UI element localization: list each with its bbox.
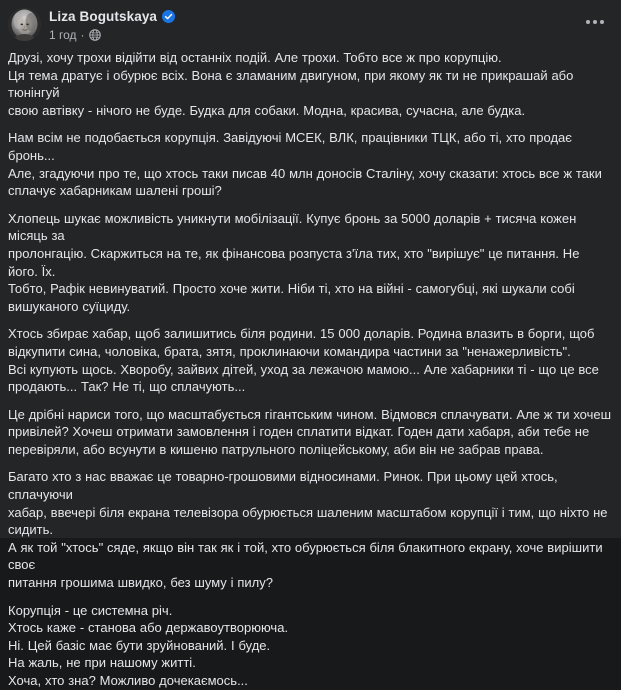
post-text-line: На жаль, не при нашому житті.	[8, 655, 196, 671]
post-body-text	[0, 45, 621, 690]
author-name-row	[49, 8, 175, 25]
post-text-line: хабар, ввечері біля екрана телевізора обурюється шаленим масштабом корупції і тим, що ніхто не	[8, 504, 608, 520]
post-more-options-button[interactable]	[581, 14, 609, 30]
post-paragraph	[8, 210, 613, 316]
post-text-line: питання грошима швидко, без шуму і пилу?	[8, 575, 274, 591]
post-paragraph	[8, 468, 613, 591]
post-text-line: Багато хто з нас вважає це товарно-грошовими відносинами. Ринок. При цьому цей хтось, сплачуючи	[8, 469, 558, 503]
post-text-line: Ця тема дратує і обурює всіх. Вона є зламаним двигуном, при якому як ти не прикрашай або тюнінгуй	[8, 67, 574, 101]
globe-icon[interactable]	[89, 29, 101, 41]
post-text-line: відкупити сина, чоловіка, брата, зятя, проклинаючи командира частини за "ненажерливість".	[8, 343, 571, 359]
post-author-block	[49, 7, 175, 42]
post-text-line: сидить.	[8, 522, 54, 538]
post-text-line: Хтось збирає хабар, щоб залишитись біля родини. 15 000 доларів. Родина влазить в борги, щоб	[8, 326, 595, 342]
post-text-line: Але, згадуючи про те, що хтось таки писав 40 млн доносів Сталіну, хочу сказати: хтось все ж таки	[8, 165, 602, 181]
verified-badge-icon	[162, 10, 175, 23]
post-timestamp[interactable]: 1 год	[49, 27, 77, 42]
post-paragraph	[8, 602, 613, 690]
more-dot	[593, 20, 597, 24]
post-text-line: Корупція - це системна річ.	[8, 602, 173, 618]
post-text-line: А як той "хтось" сяде, якщо він так як і той, хто обурюється біля блакитного екрану, хоче вирішити своє	[8, 539, 603, 573]
author-name[interactable]: Liza Bogutskaya	[49, 8, 158, 24]
post-text-line: Тобто, Рафік невинуватий. Просто хоче жити. Ніби ті, хто на війні - самогубці, які шукали собі	[8, 281, 575, 297]
post-text-line: сплачує хабарникам шалені гроші?	[8, 183, 222, 199]
post-paragraph	[8, 325, 613, 395]
post-text-line: Всі купують щось. Хворобу, зайвих дітей, уход за лежачою мамою... Але хабарники ті - що це все	[8, 361, 599, 377]
post-text-line: Хоча, хто зна? Можливо дочекаємось...	[8, 673, 248, 688]
avatar[interactable]	[8, 8, 41, 41]
more-dot	[586, 20, 590, 24]
post-header	[0, 0, 621, 45]
post-text-line: Ні. Цей базіс має бути зруйнований. І буде.	[8, 637, 271, 653]
post-text-line: Хтось каже - станова або державоутворююча.	[8, 620, 289, 636]
post-text-line: свою автівку - нічого не буде. Будка для собаки. Модна, красива, сучасна, але будка.	[8, 102, 526, 118]
post-text-line: Хлопець шукає можливість уникнути мобілізації. Купує бронь за 5000 доларів + тисяча кожен місяць за	[8, 210, 577, 244]
post-paragraph	[8, 406, 613, 459]
post-text-line: привілей? Хочеш отримати замовлення і годен сплатити відкат. Годен дати хабаря, аби тебе не	[8, 424, 590, 440]
post-text-line: Це дрібні нариси того, що масштабується гігантським чином. Відмовся сплачувати. Але ж ти хочеш	[8, 406, 612, 422]
post-text-line: Друзі, хочу трохи відійти від останніх подій. Але трохи. Тобто все ж про корупцію.	[8, 50, 502, 65]
post-meta-row	[49, 27, 175, 42]
post-text-line: пролонгацію. Скаржиться на те, як фінансова розпуста з'їла тих, хто "вирішує" це питання. Не його. Їх.	[8, 245, 580, 279]
more-dot	[600, 20, 604, 24]
post-paragraph	[8, 129, 613, 199]
post-paragraph	[8, 49, 613, 119]
meta-separator: ·	[80, 27, 85, 42]
post-text-line: перевіряли, або всунути в кишеню патрульного поліцейському, аби він не забрав права.	[8, 441, 544, 457]
post-text-line: Нам всім не подобається корупція. Завідуючі МСЕК, ВЛК, працівники ТЦК, або ті, хто продає бронь...	[8, 130, 572, 163]
post-text-line: продають... Так? Не ті, що сплачують...	[8, 379, 246, 395]
post-text-line: вишуканого суїциду.	[8, 298, 131, 314]
